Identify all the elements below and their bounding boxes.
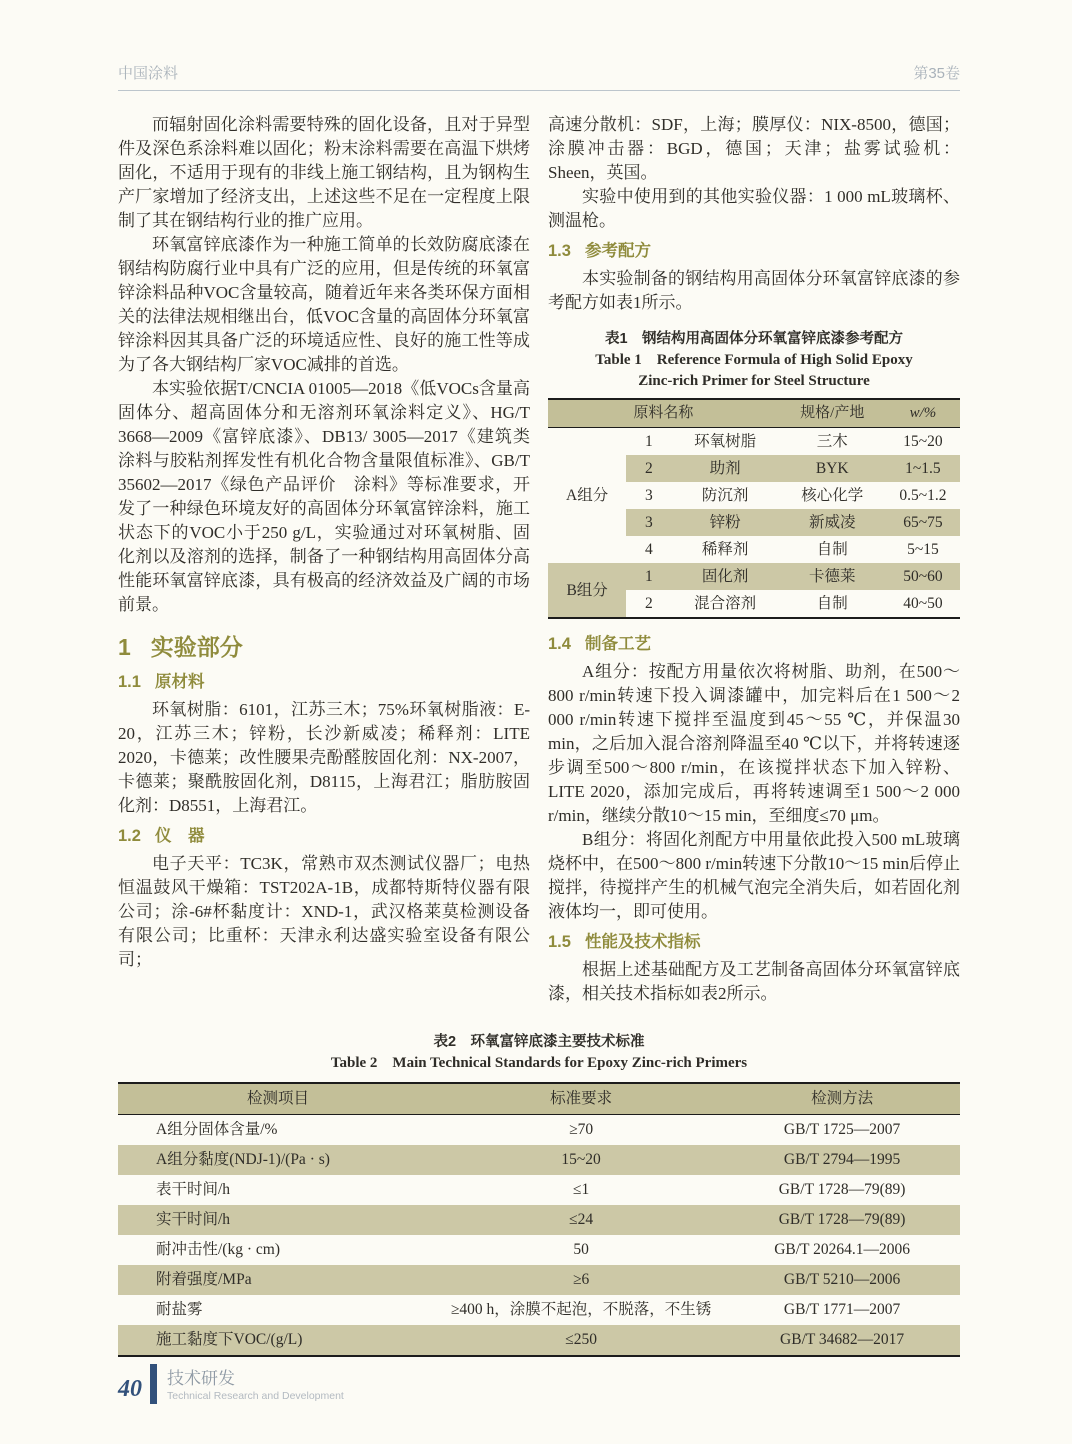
section-number: 1: [118, 634, 131, 660]
paragraph: A组分：按配方用量依次将树脂、助剂，在500～800 r/min转速下投入调漆罐中，加完料后在1 500～2 000 r/min转速下搅拌至温度到45～55 ℃，并保温30 min，之后加入混合溶剂降温至40 ℃以下，并将转速逐步调至500～800 r/min，在该搅拌状态下加入锌粉、LITE 2020，添加完成后，再将转速调至1 500～2 000 r/min，继续分散10～15 min，至细度≤70 μm。: [548, 662, 960, 825]
subsection-heading-1-4: [548, 633, 960, 655]
cell-req: ≤250: [565, 1331, 597, 1348]
subsection-heading-1-1: [118, 671, 530, 693]
cell-item: 耐盐雾: [156, 1301, 203, 1318]
group-a-label: A组分: [566, 487, 609, 504]
cell-item: 实干时间/h: [156, 1211, 231, 1228]
paragraph: 环氧富锌底漆作为一种施工简单的长效防腐底漆在钢结构防腐行业中具有广泛的应用，但是传统的环氧富锌涂料品种VOC含量较高，随着近年来各类环保方面相关的法律法规相继出台，低VOC含量的高固体分环氧富锌涂料因其具备广泛的环境适应性、良好的施工性等成为了各大钢结构厂家VOC减排的首选。: [118, 235, 530, 374]
journal-title: 中国涂料: [118, 65, 179, 82]
cell-no: 1: [626, 563, 671, 590]
table-row: [118, 1265, 960, 1295]
table-row: [118, 1175, 960, 1205]
cell-w: 40~50: [903, 595, 943, 612]
footer-section-labels: [167, 1369, 344, 1404]
table-row: [118, 1145, 960, 1175]
cell-name: 锌粉: [672, 509, 779, 536]
cell-req: 50: [573, 1241, 589, 1258]
volume-label: 第35卷: [913, 65, 960, 82]
section-title: 实验部分: [150, 634, 243, 660]
cell-method: GB/T 20264.1—2006: [774, 1241, 910, 1258]
cell-w: 65~75: [886, 509, 960, 536]
subsection-number: 1.3: [548, 242, 571, 260]
table1-caption-en2: Zinc-rich Primer for Steel Structure: [638, 373, 870, 389]
paragraph: 电子天平：TC3K，常熟市双杰测试仪器厂；电热恒温鼓风干燥箱：TST202A-1B，成都特斯特仪器有限公司；涂-6#杯黏度计：XND-1，武汉格莱莫检测设备有限公司；比重杯：天津永利达盛实验室设备有限公司；: [118, 854, 530, 969]
body-columns: [118, 113, 960, 1006]
cell-no: 3: [626, 509, 671, 536]
cell-name: 稀释剂: [701, 541, 749, 558]
cell-item: 施工黏度下VOC/(g/L): [156, 1331, 303, 1348]
table-row: [548, 563, 960, 590]
cell-spec: 核心化学: [801, 487, 864, 504]
subsection-title: 原材料: [154, 673, 205, 691]
subsection-number: 1.2: [118, 827, 141, 845]
running-head: [118, 62, 960, 91]
table1-caption-cn: 表1 钢结构用高固体分环氧富锌底漆参考配方: [604, 331, 904, 347]
table2-caption-cn: 表2 环氧富锌底漆主要技术标准: [433, 1034, 645, 1050]
group-b-label: B组分: [548, 563, 626, 618]
table-row: [118, 1295, 960, 1325]
table-row: [118, 1205, 960, 1235]
table-row: [548, 428, 960, 456]
paragraph: 根据上述基础配方及工艺制备高固体分环氧富锌底漆，相关技术指标如表2所示。: [548, 960, 960, 1003]
cell-no: 4: [645, 541, 653, 558]
table2-header-row: [118, 1083, 960, 1115]
cell-item: A组分黏度(NDJ-1)/(Pa · s): [156, 1151, 330, 1168]
cell-spec: 三木: [816, 433, 848, 450]
footer-section-cn: 技术研发: [167, 1369, 235, 1388]
cell-name: 固化剂: [672, 563, 779, 590]
table2-col-method: 检测方法: [811, 1090, 874, 1107]
footer-section-en: Technical Research and Development: [167, 1390, 344, 1402]
cell-method: GB/T 1725—2007: [783, 1121, 901, 1138]
cell-w: 0.5~1.2: [899, 487, 947, 504]
cell-w: 50~60: [886, 563, 960, 590]
table1-col-name: 原料名称: [633, 405, 694, 421]
table-row: [118, 1235, 960, 1265]
cell-method: GB/T 1728—79(89): [778, 1181, 906, 1198]
subsection-title: 制备工艺: [584, 635, 651, 653]
cell-item: 耐冲击性/(kg · cm): [156, 1241, 280, 1258]
table2-caption-en: Table 2 Main Technical Standards for Epoxy Zinc-rich Primers: [330, 1055, 748, 1071]
subsection-heading-1-2: [118, 825, 530, 847]
cell-no: 1: [645, 433, 653, 450]
subsection-number: 1.4: [548, 635, 571, 653]
page-footer: [118, 1364, 344, 1404]
cell-req: ≤1: [572, 1181, 590, 1198]
paragraph: 本实验依据T/CNCIA 01005—2018《低VOCs含量高固体分、超高固体分和无溶剂环氧涂料定义》、HG/T 3668—2009《富锌底漆》、DB13/ 3005—2017《建筑类涂料与胶粘剂挥发性有机化合物含量限值标准》、GB/T 35602—2017《绿色产品评价 涂料》等标准要求，开发了一种绿色环境友好的高固体分环氧富锌涂料，施工状态下的VOC小于250 g/L，实验通过对环氧树脂、固化剂以及溶剂的选择，制备了一种钢结构用高固体分高性能环氧富锌底漆，具有极高的经济效益及广阔的市场前景。: [118, 379, 530, 614]
cell-item: A组分固体含量/%: [156, 1121, 278, 1138]
footer-divider-bar: [150, 1364, 157, 1404]
table1-header-row: [548, 399, 960, 428]
cell-method: GB/T 5210—2006: [783, 1271, 901, 1288]
cell-spec: 自制: [816, 595, 848, 612]
cell-name: 防沉剂: [701, 487, 749, 504]
page-number: 40: [118, 1376, 142, 1402]
table2-section: [118, 1032, 960, 1357]
paragraph: 高速分散机：SDF，上海；膜厚仪：NIX-8500，德国；涂膜冲击器：BGD，德国；天津；盐雾试验机：Sheen，英国。: [548, 115, 960, 182]
cell-item: 表干时间/h: [156, 1181, 231, 1198]
cell-method: GB/T 2794—1995: [783, 1151, 901, 1168]
subsection-heading-1-5: [548, 931, 960, 953]
subsection-title: 仪 器: [154, 827, 205, 845]
left-column: [118, 113, 530, 1006]
paragraph: 而辐射固化涂料需要特殊的固化设备，且对于异型件及深色系涂料难以固化；粉末涂料需要在高温下烘烤固化，不适用于现有的非线上施工钢结构，且为钢构生产厂家增加了经济支出，上述这些不足在一定程度上限制了其在钢结构行业的推广应用。: [118, 115, 530, 230]
cell-item: 附着强度/MPa: [156, 1271, 252, 1288]
cell-req: ≤24: [569, 1211, 594, 1228]
table2-col-item: 检测项目: [246, 1090, 309, 1107]
table1: [548, 398, 960, 619]
cell-name: 环氧树脂: [694, 433, 757, 450]
subsection-number: 1.5: [548, 933, 571, 951]
subsection-title: 性能及技术指标: [584, 933, 701, 951]
paragraph: 本实验制备的钢结构用高固体分环氧富锌底漆的参考配方如表1所示。: [548, 269, 960, 312]
cell-name: 混合溶剂: [694, 595, 757, 612]
right-column: [548, 113, 960, 1006]
paragraph: 环氧树脂：6101，江苏三木；75%环氧树脂液：E-20，江苏三木；锌粉，长沙新威凌；稀释剂：LITE 2020，卡德莱；改性腰果壳酚醛胺固化剂：NX-2007，卡德莱；聚酰胺固化剂，D8115，上海君江；脂肪胺固化剂：D8551，上海君江。: [118, 700, 530, 815]
cell-no: 3: [645, 487, 653, 504]
cell-w: 5~15: [907, 541, 939, 558]
cell-spec: 新威凌: [779, 509, 886, 536]
subsection-title: 参考配方: [584, 242, 651, 260]
section-heading-1: [118, 633, 530, 661]
table-row: [118, 1325, 960, 1356]
cell-req: ≥70: [569, 1121, 594, 1138]
cell-no: 2: [645, 595, 653, 612]
cell-name: 助剂: [672, 455, 779, 482]
paragraph: B组分：将固化剂配方中用量依此投入500 mL玻璃烧杯中，在500～800 r/min转速下分散10～15 min后停止搅拌，待搅拌产生的机械气泡完全消失后，如若固化剂液体均一，即可使用。: [548, 830, 960, 921]
table1-caption-en: Table 1 Reference Formula of High Solid Epoxy: [595, 352, 913, 368]
cell-spec: BYK: [779, 455, 886, 482]
cell-spec: 自制: [816, 541, 848, 558]
table2: [118, 1082, 960, 1357]
subsection-heading-1-3: [548, 240, 960, 262]
cell-w: 15~20: [903, 433, 943, 450]
table1-col-spec: 规格/产地: [800, 405, 865, 421]
cell-req: ≥400 h，涂膜不起泡，不脱落，不生锈: [450, 1301, 712, 1318]
table-row: [118, 1115, 960, 1146]
cell-no: 2: [626, 455, 671, 482]
cell-spec: 卡德莱: [779, 563, 886, 590]
paragraph: 实验中使用到的其他实验仪器：1 000 mL玻璃杯、测温枪。: [548, 187, 960, 230]
cell-method: GB/T 1728—79(89): [778, 1211, 906, 1228]
cell-w: 1~1.5: [886, 455, 960, 482]
cell-req: 15~20: [561, 1151, 601, 1168]
table2-col-req: 标准要求: [550, 1090, 613, 1107]
subsection-number: 1.1: [118, 673, 141, 691]
cell-req: ≥6: [572, 1271, 590, 1288]
table1-col-w: w/%: [909, 405, 937, 421]
cell-method: GB/T 34682—2017: [780, 1331, 905, 1348]
cell-method: GB/T 1771—2007: [783, 1301, 901, 1318]
